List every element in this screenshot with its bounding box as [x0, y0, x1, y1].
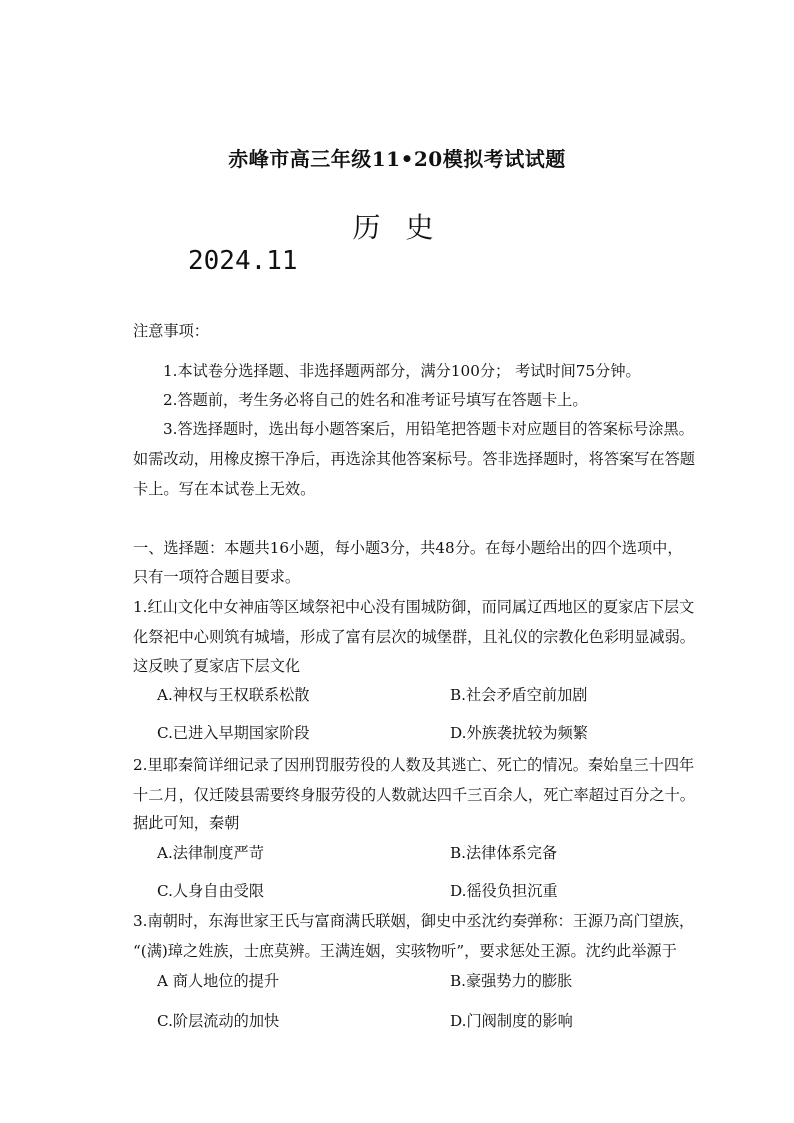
option-c: C.人身自由受限 [157, 882, 265, 900]
subject-title: 历 史 [352, 211, 442, 244]
notice-item-3-line-2: 如需改动，用橡皮擦干净后，再选涂其他答案标号。答非选择题时，将答案写在答题 [133, 450, 695, 468]
question-stem-line: 这反映了夏家店下层文化 [133, 657, 301, 675]
section-heading-line-2: 只有一项符合题目要求。 [133, 568, 301, 586]
option-c: C.已进入早期国家阶段 [157, 724, 310, 742]
question-stem-line: “(满)璋之姓族，士庶莫辨。王满连姻，实骇物听”，要求惩处王源。沈约此举源于 [133, 942, 677, 960]
notice-heading: 注意事项： [133, 322, 209, 340]
question-stem-line: 据此可知，秦朝 [133, 814, 240, 832]
notice-item-1: 1.本试卷分选择题、非选择题两部分，满分100分； 考试时间75分钟。 [163, 362, 641, 380]
option-b: B.法律体系完备 [450, 844, 558, 862]
option-a: A.法律制度严苛 [157, 844, 264, 862]
exam-title: 赤峰市高三年级11•20模拟考试试题 [228, 147, 566, 171]
option-b: B.豪强势力的膨胀 [450, 972, 573, 990]
question-stem-line: 2.里耶秦简详细记录了因刑罚服劳役的人数及其逃亡、死亡的情况。秦始皇三十四年 [133, 756, 695, 774]
question-stem-line: 3.南朝时，东海世家王氏与富商满氏联姻，御史中丞沈约奏弹称：王源乃高门望族， [133, 912, 695, 930]
option-b: B.社会矛盾空前加剧 [450, 686, 588, 704]
option-d: D.外族袭扰较为频繁 [450, 724, 588, 742]
notice-item-3-line-1: 3.答选择题时，选出每小题答案后，用铅笔把答题卡对应题目的答案标号涂黑。 [163, 420, 694, 438]
option-c: C.阶层流动的加快 [157, 1012, 280, 1030]
option-a: A 商人地位的提升 [157, 972, 280, 990]
notice-item-2: 2.答题前，考生务必将自己的姓名和准考证号填写在答题卡上。 [163, 391, 588, 409]
question-stem-line: 化祭祀中心则筑有城墙，形成了富有层次的城堡群，且礼仪的宗教化色彩明显减弱。 [133, 628, 695, 646]
question-stem-line: 1.红山文化中女神庙等区域祭祀中心没有围城防御，而同属辽西地区的夏家店下层文 [133, 598, 695, 616]
option-d: D.门阀制度的影响 [450, 1012, 573, 1030]
section-heading-line-1: 一、选择题：本题共16小题，每小题3分，共48分。在每小题给出的四个选项中， [133, 539, 683, 557]
option-a: A.神权与王权联系松散 [157, 686, 310, 704]
option-d: D.徭役负担沉重 [450, 882, 558, 900]
exam-date: 2024.11 [188, 246, 298, 276]
notice-item-3-line-3: 卡上。写在本试卷上无效。 [133, 480, 316, 498]
question-stem-line: 十二月，仅迁陵县需要终身服劳役的人数就达四千三百余人，死亡率超过百分之十。 [133, 786, 695, 804]
